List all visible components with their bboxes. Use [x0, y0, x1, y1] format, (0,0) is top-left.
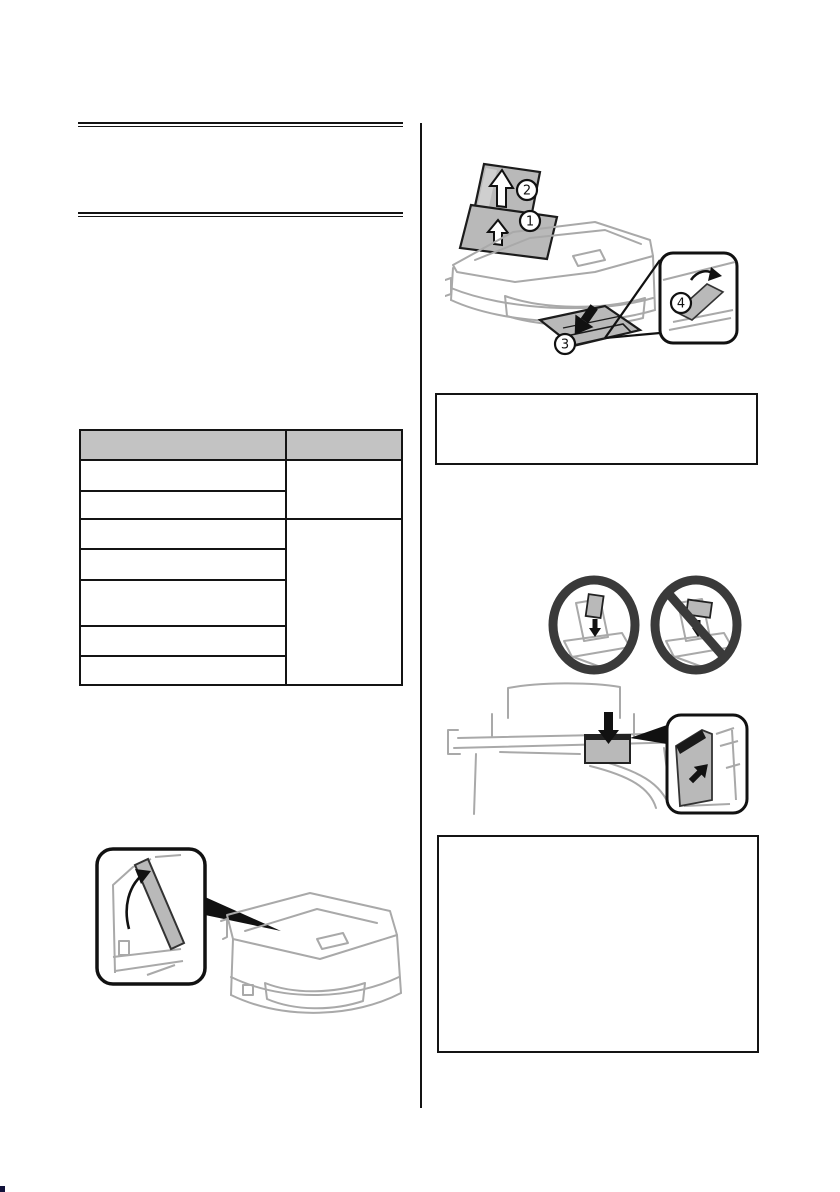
printer-outline [221, 893, 401, 1013]
svg-text:2: 2 [522, 183, 532, 199]
column-divider-rule [420, 123, 422, 1108]
printer-rear-outline [448, 683, 692, 814]
figure-extend-paper-support [445, 160, 745, 372]
table-header-col2 [285, 431, 401, 459]
svg-text:4: 4 [676, 296, 686, 312]
step-2-badge [517, 180, 537, 200]
table-cell-r1c1 [81, 459, 285, 490]
svg-text:3: 3 [560, 337, 570, 353]
edge-guide-callout-box [667, 715, 747, 813]
table-cell-merged-a [285, 459, 401, 518]
table-cell-r2c1 [81, 490, 285, 518]
table-cell-r4c1 [81, 548, 285, 579]
down-arrow-shaft [593, 619, 598, 629]
note-box-bottom [437, 835, 759, 1053]
figure-raise-paper-support [85, 845, 415, 1045]
table-header-col1 [81, 431, 285, 459]
figure-load-paper-rear-feed [440, 678, 755, 818]
note-box-top [435, 393, 758, 465]
portrait-orientation-circle [553, 580, 635, 670]
table-cell-merged-b [285, 518, 401, 684]
step-1-badge [520, 211, 540, 231]
page-corner-mark [0, 1186, 5, 1192]
landscape-prohibited-circle [655, 580, 737, 670]
section-heading-rule-second [78, 212, 403, 217]
table-cell-r5c1 [81, 579, 285, 625]
step-3-badge [555, 334, 575, 354]
figure-paper-orientation-warning [548, 575, 758, 675]
callout-pointer-wedge [205, 897, 281, 931]
table-cell-r6c1 [81, 625, 285, 655]
step-4-badge [671, 293, 691, 313]
support-callout-box [97, 849, 205, 984]
paper-support-base [460, 205, 557, 259]
portrait-paper [586, 594, 604, 618]
table-cell-r7c1 [81, 655, 285, 684]
paper-spec-table [79, 429, 403, 686]
table-cell-r3c1 [81, 518, 285, 548]
section-heading-rule-top [78, 122, 403, 127]
svg-text:1: 1 [525, 214, 535, 230]
